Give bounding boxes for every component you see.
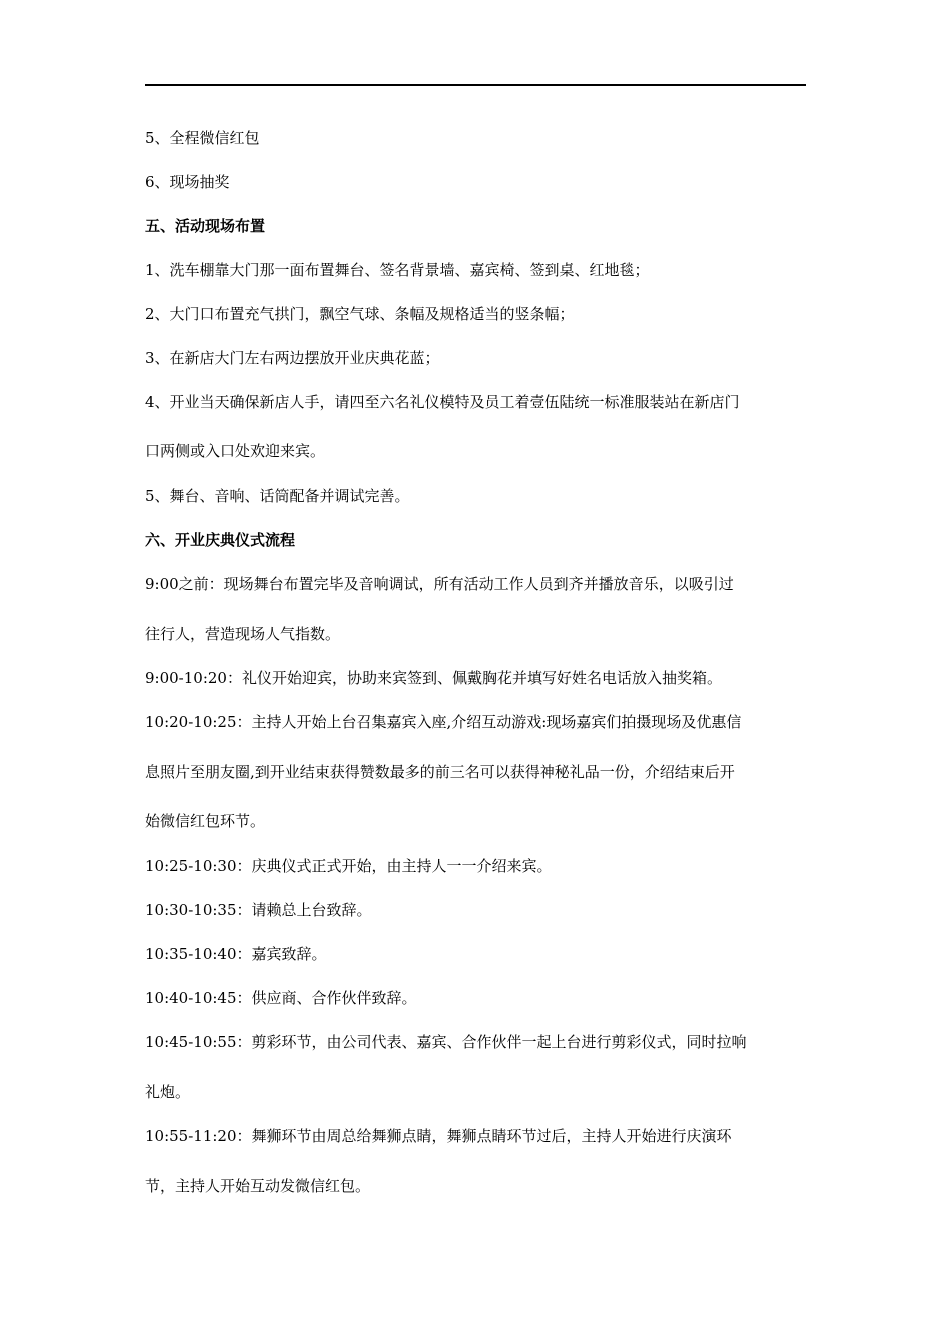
list-item: 6、现场抽奖	[145, 173, 230, 191]
list-item: 始微信红包环节。	[145, 812, 266, 830]
list-item: 5、舞台、音响、话筒配备并调试完善。	[145, 487, 410, 505]
list-item: 4、开业当天确保新店人手，请四至六名礼仪模特及员工着壹伍陆统一标准服装站在新店门	[145, 393, 740, 411]
list-item: 节，主持人开始互动发微信红包。	[145, 1177, 371, 1195]
header-rule	[145, 84, 806, 86]
list-item: 10:25-10:30：庆典仪式正式开始，由主持人一一介绍来宾。	[145, 857, 552, 875]
list-item: 往行人，营造现场人气指数。	[145, 625, 341, 643]
list-item: 口两侧或入口处欢迎来宾。	[145, 442, 326, 460]
list-item: 10:35-10:40：嘉宾致辞。	[145, 945, 327, 963]
list-item: 息照片至朋友圈,到开业结束获得赞数最多的前三名可以获得神秘礼品一份，介绍结束后开	[145, 763, 735, 781]
list-item: 10:20-10:25：主持人开始上台召集嘉宾入座,介绍互动游戏:现场嘉宾们拍摄现场及优惠信	[145, 713, 742, 731]
section-heading: 六、开业庆典仪式流程	[145, 531, 296, 549]
list-item: 10:55-11:20：舞狮环节由周总给舞狮点睛，舞狮点睛环节过后，主持人开始进行庆演环	[145, 1127, 732, 1145]
list-item: 3、在新店大门左右两边摆放开业庆典花蓝；	[145, 349, 440, 367]
list-item: 10:40-10:45：供应商、合作伙伴致辞。	[145, 989, 417, 1007]
list-item: 5、全程微信红包	[145, 129, 260, 147]
list-item: 10:45-10:55：剪彩环节，由公司代表、嘉宾、合作伙伴一起上台进行剪彩仪式，同时拉响	[145, 1033, 747, 1051]
list-item: 礼炮。	[145, 1083, 191, 1101]
list-item: 9:00-10:20：礼仪开始迎宾，协助来宾签到、佩戴胸花并填写好姓名电话放入抽奖箱。	[145, 669, 722, 687]
list-item: 2、大门口布置充气拱门，飘空气球、条幅及规格适当的竖条幅；	[145, 305, 575, 323]
list-item: 10:30-10:35：请赖总上台致辞。	[145, 901, 372, 919]
section-heading: 五、活动现场布置	[145, 217, 266, 235]
list-item: 1、洗车棚靠大门那一面布置舞台、签名背景墙、嘉宾椅、签到桌、红地毯；	[145, 261, 650, 279]
list-item: 9:00之前：现场舞台布置完毕及音响调试，所有活动工作人员到齐并播放音乐，以吸引过	[145, 575, 734, 593]
